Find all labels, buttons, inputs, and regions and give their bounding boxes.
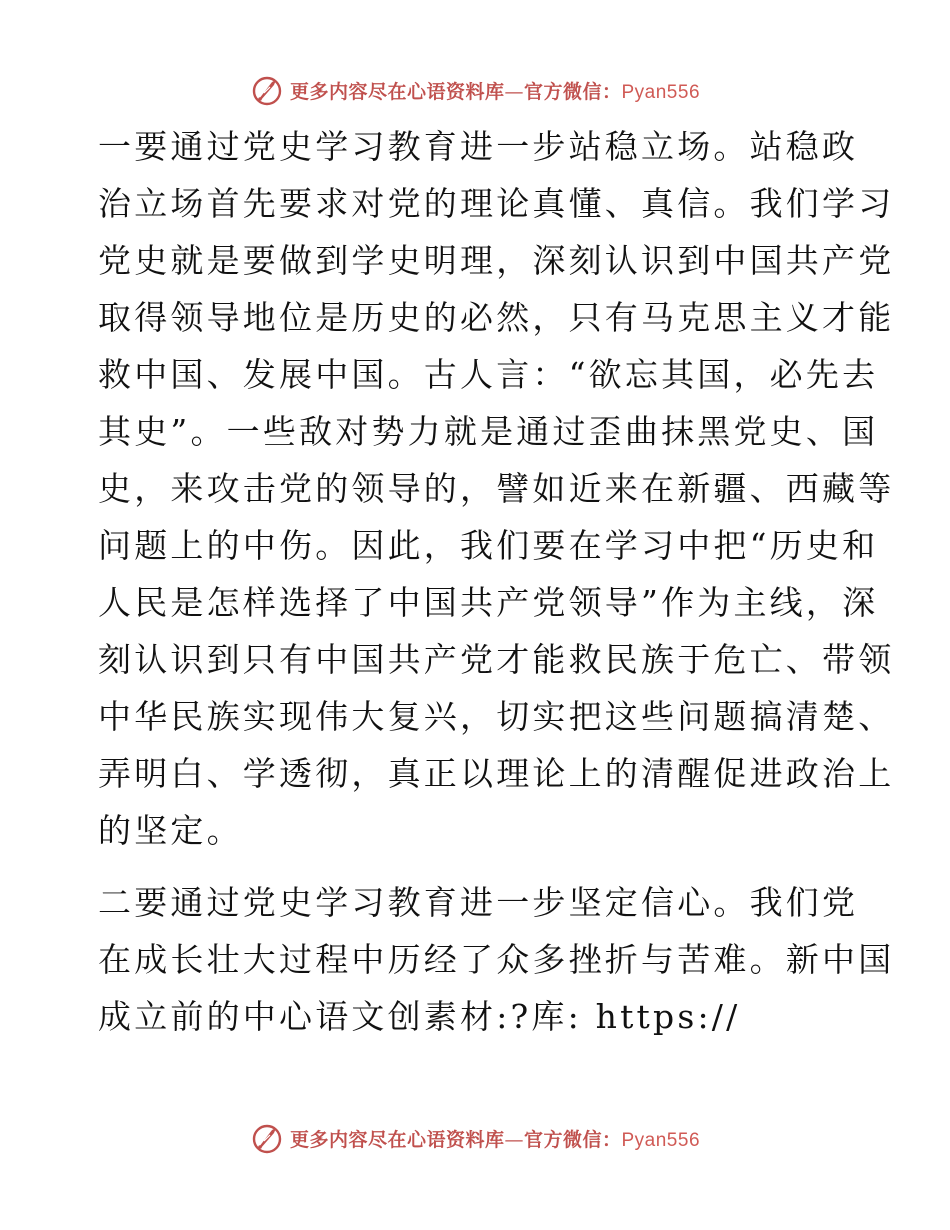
text-line: 成立前的中心语文创素材:?库: https:// xyxy=(98,997,741,1036)
text-line: 问题上的中伤。因此，我们要在学习中把“历史和 xyxy=(98,526,879,565)
banner-dash: — xyxy=(504,80,524,103)
text-line: 人民是怎样选择了中国共产党领导”作为主线，深 xyxy=(98,583,879,622)
banner-site-name: 更多内容尽在心语资料库 xyxy=(289,80,505,103)
quill-pen-logo-icon xyxy=(250,1121,284,1155)
banner-dash: — xyxy=(504,1128,524,1151)
text-line: 救中国、发展中国。古人言：“欲忘其国，必先去 xyxy=(98,355,879,394)
text-line: 一要通过党史学习教育进一步站稳立场。站稳政 xyxy=(98,127,859,166)
document-body xyxy=(98,118,895,1045)
text-line: 刻认识到只有中国共产党才能救民族于危亡、带领 xyxy=(98,640,895,679)
banner-text xyxy=(290,77,700,104)
text-line: 弄明白、学透彻，真正以理论上的清醒促进政治上 xyxy=(98,754,895,793)
banner-site-name: 更多内容尽在心语资料库 xyxy=(289,1128,505,1151)
banner-wechat-id: Pyan556 xyxy=(621,1129,701,1151)
text-line: 史，来攻击党的领导的，譬如近来在新疆、西藏等 xyxy=(98,469,895,508)
text-line: 其史”。一些敌对势力就是通过歪曲抹黑党史、国 xyxy=(98,412,879,451)
text-line: 治立场首先要求对党的理论真懂、真信。我们学习 xyxy=(98,184,895,223)
paragraph-1 xyxy=(98,118,895,859)
text-line: 取得领导地位是历史的必然，只有马克思主义才能 xyxy=(98,298,895,337)
banner-wechat-label: 官方微信： xyxy=(523,1128,622,1151)
text-line: 中华民族实现伟大复兴，切实把这些问题搞清楚、 xyxy=(98,697,895,736)
quill-pen-logo-icon xyxy=(250,73,284,107)
text-line: 在成长壮大过程中历经了众多挫折与苦难。新中国 xyxy=(98,940,895,979)
banner-text xyxy=(290,1125,700,1152)
banner-wechat-id: Pyan556 xyxy=(621,81,701,103)
banner-wechat-label: 官方微信： xyxy=(523,80,622,103)
text-line: 二要通过党史学习教育进一步坚定信心。我们党 xyxy=(98,883,859,922)
text-line: 党史就是要做到学史明理，深刻认识到中国共产党 xyxy=(98,241,895,280)
header-banner xyxy=(0,70,950,110)
text-line: 的坚定。 xyxy=(98,811,243,850)
footer-banner xyxy=(0,1118,950,1158)
paragraph-2 xyxy=(98,874,895,1045)
